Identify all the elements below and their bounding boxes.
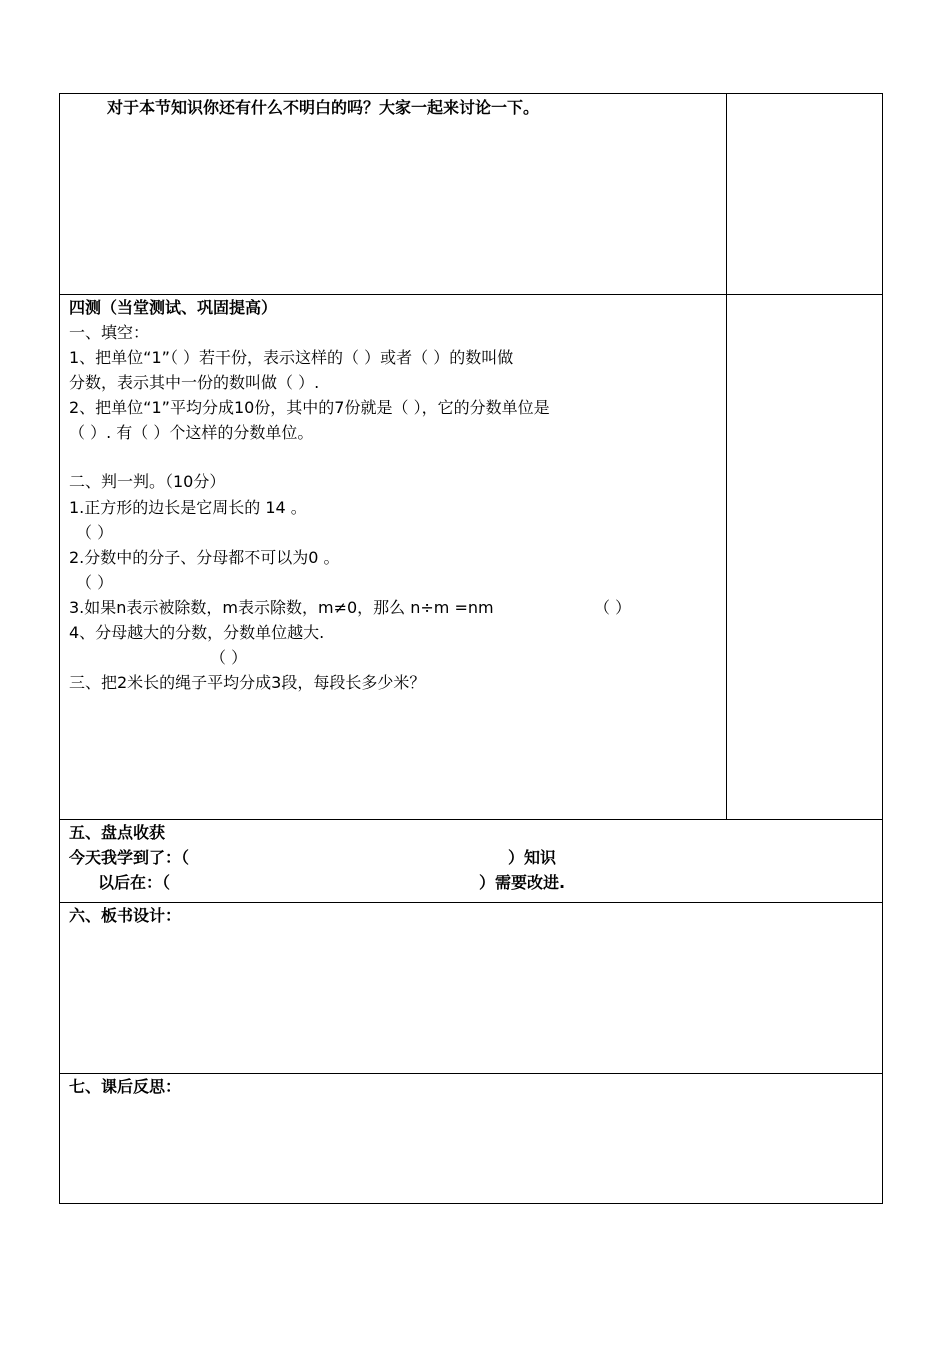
judge-q4-answer: （ ） (210, 648, 248, 667)
board-cell (60, 903, 883, 1074)
word-problem: 三、把2米长的绳子平均分成3段，每段长多少米？ (69, 673, 426, 692)
judge-q2: 2.分数中的分子、分母都不可以为0 。 (69, 548, 340, 567)
judge-q3: 3.如果n表示被除数，m表示除数，m≠0，那么 n÷m =nm (69, 598, 494, 617)
discussion-prompt: 对于本节知识你还有什么不明白的吗？大家一起来讨论一下。 (107, 98, 540, 117)
test-side-cell (726, 295, 882, 820)
discussion-side-cell (726, 94, 882, 295)
discussion-row (60, 94, 883, 295)
judge-title: 二、判一判。（10分） (69, 472, 226, 491)
board-heading: 六、板书设计： (69, 906, 182, 925)
lesson-worksheet (59, 93, 883, 1204)
fill-q1-line1: 1、把单位“1”（ ）若干份，表示这样的（ ）或者（ ）的数叫做 (69, 348, 514, 367)
fill-blank-title: 一、填空： (69, 323, 150, 342)
judge-q1-answer: （ ） (76, 523, 114, 542)
fill-q2-line1: 2、把单位“1”平均分成10份，其中的7份就是（ ），它的分数单位是 (69, 398, 550, 417)
discussion-cell (60, 94, 727, 295)
harvest-row (60, 820, 883, 903)
board-row (60, 903, 883, 1074)
reflection-row (60, 1074, 883, 1204)
test-row (60, 295, 883, 820)
reflection-cell (60, 1074, 883, 1204)
judge-q4: 4、分母越大的分数，分数单位越大. (69, 623, 325, 642)
fill-q1-line2: 分数，表示其中一份的数叫做（ ）. (69, 373, 320, 392)
fill-q2-line2: （ ）. 有（ ）个这样的分数单位。 (69, 423, 314, 442)
test-cell (60, 295, 727, 820)
improve-suffix: ）需要改进. (479, 873, 566, 892)
improve-label: 以后在：（ (98, 873, 171, 892)
reflection-heading: 七、课后反思： (69, 1077, 182, 1096)
harvest-heading: 五、盘点收获 (69, 823, 166, 842)
learned-suffix: ）知识 (508, 848, 557, 867)
learned-label: 今天我学到了：（ (69, 848, 190, 867)
judge-q1: 1.正方形的边长是它周长的 14 。 (69, 498, 307, 517)
judge-q2-answer: （ ） (76, 573, 114, 592)
worksheet-table (59, 93, 883, 1204)
harvest-cell (60, 820, 883, 903)
judge-q3-answer: （ ） (594, 598, 632, 617)
test-heading: 四测（当堂测试、巩固提高） (69, 298, 278, 317)
